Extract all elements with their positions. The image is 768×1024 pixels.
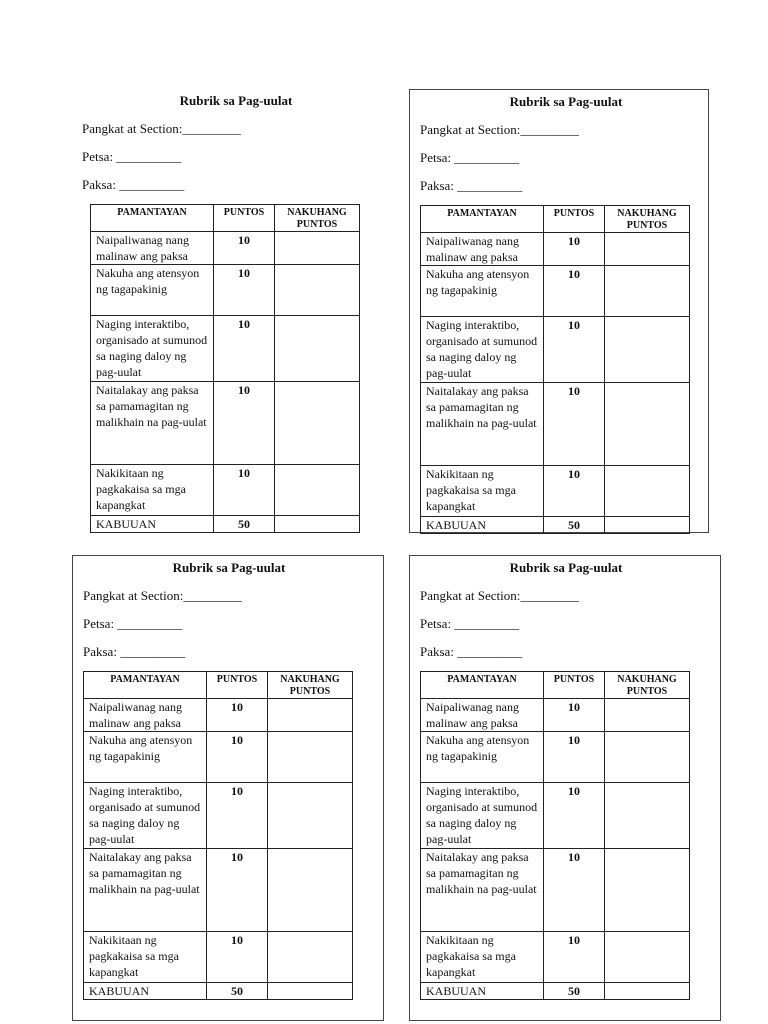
total-row [84,983,353,1000]
rubric-title: Rubrik sa Pag-uulat [509,560,623,575]
criteria-cell: Nakikitaan ng pagkakaisa sa mga kapangkat [421,932,544,983]
table-row [421,383,690,466]
table-row [421,233,690,266]
points-cell: 10 [207,783,268,849]
points-cell: 10 [544,466,605,517]
points-cell: 10 [207,849,268,932]
earned-points-cell[interactable] [605,699,690,732]
points-cell: 10 [214,232,275,265]
table-row [91,316,360,382]
table-row [91,382,360,465]
total-row [421,517,690,534]
table-row [84,699,353,732]
table-row [421,732,690,783]
earned-points-cell[interactable] [268,783,353,849]
total-earned-cell[interactable] [605,517,690,534]
criteria-header: PAMANTAYAN [421,206,544,233]
table-row [84,783,353,849]
criteria-cell: Naipaliwanag nang malinaw ang paksa [421,699,544,732]
points-cell: 10 [214,316,275,382]
criteria-cell: Nakikitaan ng pagkakaisa sa mga kapangkat [84,932,207,983]
group-section-field: Pangkat at Section:_________ [82,121,241,136]
earned-points-cell[interactable] [268,699,353,732]
table-row [91,265,360,316]
earned-points-cell[interactable] [605,732,690,783]
total-points: 50 [207,983,268,1000]
points-cell: 10 [544,699,605,732]
points-cell: 10 [214,265,275,316]
earned-points-cell[interactable] [275,232,360,265]
earned-points-cell[interactable] [605,783,690,849]
earned-points-cell[interactable] [605,233,690,266]
table-row [421,932,690,983]
rubric-title: Rubrik sa Pag-uulat [179,93,293,108]
date-field: Petsa: __________ [420,150,520,165]
total-points: 50 [544,517,605,534]
points-header: PUNTOS [544,672,605,699]
criteria-cell: Nakuha ang atensyon ng tagapakinig [421,266,544,317]
table-header-row [84,672,353,699]
table-header-row [421,672,690,699]
rubric-table [90,204,360,533]
points-cell: 10 [214,465,275,516]
earned-points-cell[interactable] [605,932,690,983]
total-earned-cell[interactable] [268,983,353,1000]
points-cell: 10 [544,932,605,983]
date-field: Petsa: __________ [83,616,183,631]
earned-points-cell[interactable] [275,316,360,382]
table-row [84,849,353,932]
topic-field: Paksa: __________ [420,644,523,659]
rubric-table [83,671,353,1000]
criteria-cell: Naging interaktibo, organisado at sumunod sa naging daloy ng pag-uulat [84,783,207,849]
criteria-cell: Nakikitaan ng pagkakaisa sa mga kapangkat [91,465,214,516]
table-row [421,317,690,383]
earned-points-cell[interactable] [605,466,690,517]
table-row [421,699,690,732]
criteria-cell: Naging interaktibo, organisado at sumunod sa naging daloy ng pag-uulat [421,783,544,849]
criteria-cell: Naitalakay ang paksa sa pamamagitan ng malikhain na pag-uulat [421,383,544,466]
criteria-cell: Nakuha ang atensyon ng tagapakinig [421,732,544,783]
rubric-card-3 [72,555,384,1021]
total-earned-cell[interactable] [275,516,360,533]
earned-points-cell[interactable] [268,849,353,932]
criteria-cell: Naipaliwanag nang malinaw ang paksa [91,232,214,265]
group-section-field: Pangkat at Section:_________ [83,588,242,603]
total-earned-cell[interactable] [605,983,690,1000]
date-field: Petsa: __________ [420,616,520,631]
criteria-cell: Naitalakay ang paksa sa pamamagitan ng malikhain na pag-uulat [91,382,214,465]
rubric-title: Rubrik sa Pag-uulat [509,94,623,109]
earned-points-header: NAKUHANG PUNTOS [605,206,690,233]
points-cell: 10 [207,699,268,732]
total-label: KABUUAN [421,983,544,1000]
points-header: PUNTOS [207,672,268,699]
date-field: Petsa: __________ [82,149,182,164]
points-cell: 10 [207,732,268,783]
criteria-cell: Naging interaktibo, organisado at sumunod sa naging daloy ng pag-uulat [91,316,214,382]
points-cell: 10 [214,382,275,465]
table-row [421,466,690,517]
rubric-title: Rubrik sa Pag-uulat [172,560,286,575]
earned-points-header: NAKUHANG PUNTOS [275,205,360,232]
earned-points-cell[interactable] [605,383,690,466]
rubric-table [420,671,690,1000]
criteria-cell: Nakikitaan ng pagkakaisa sa mga kapangkat [421,466,544,517]
rubric-card-1 [72,89,408,533]
earned-points-cell[interactable] [275,382,360,465]
points-header: PUNTOS [544,206,605,233]
rubric-card-4 [409,555,721,1021]
total-row [91,516,360,533]
earned-points-header: NAKUHANG PUNTOS [605,672,690,699]
earned-points-cell[interactable] [605,849,690,932]
table-row [84,732,353,783]
points-cell: 10 [544,317,605,383]
earned-points-cell[interactable] [605,317,690,383]
table-row [91,232,360,265]
table-header-row [421,206,690,233]
criteria-cell: Naitalakay ang paksa sa pamamagitan ng malikhain na pag-uulat [421,849,544,932]
table-row [91,465,360,516]
earned-points-header: NAKUHANG PUNTOS [268,672,353,699]
criteria-cell: Nakuha ang atensyon ng tagapakinig [84,732,207,783]
earned-points-cell[interactable] [268,732,353,783]
points-header: PUNTOS [214,205,275,232]
criteria-cell: Nakuha ang atensyon ng tagapakinig [91,265,214,316]
criteria-cell: Naging interaktibo, organisado at sumunod sa naging daloy ng pag-uulat [421,317,544,383]
points-cell: 10 [544,233,605,266]
total-label: KABUUAN [84,983,207,1000]
points-cell: 10 [544,266,605,317]
group-section-field: Pangkat at Section:_________ [420,588,579,603]
total-points: 50 [214,516,275,533]
total-row [421,983,690,1000]
earned-points-cell[interactable] [275,465,360,516]
criteria-header: PAMANTAYAN [84,672,207,699]
rubric-table [420,205,690,534]
criteria-cell: Naipaliwanag nang malinaw ang paksa [84,699,207,732]
points-cell: 10 [207,932,268,983]
points-cell: 10 [544,849,605,932]
topic-field: Paksa: __________ [83,644,186,659]
table-row [84,932,353,983]
criteria-header: PAMANTAYAN [91,205,214,232]
table-row [421,783,690,849]
topic-field: Paksa: __________ [420,178,523,193]
group-section-field: Pangkat at Section:_________ [420,122,579,137]
total-points: 50 [544,983,605,1000]
table-header-row [91,205,360,232]
points-cell: 10 [544,783,605,849]
rubric-card-2 [409,89,709,533]
points-cell: 10 [544,383,605,466]
earned-points-cell[interactable] [605,266,690,317]
criteria-cell: Naitalakay ang paksa sa pamamagitan ng malikhain na pag-uulat [84,849,207,932]
earned-points-cell[interactable] [268,932,353,983]
points-cell: 10 [544,732,605,783]
table-row [421,849,690,932]
criteria-cell: Naipaliwanag nang malinaw ang paksa [421,233,544,266]
topic-field: Paksa: __________ [82,177,185,192]
earned-points-cell[interactable] [275,265,360,316]
criteria-header: PAMANTAYAN [421,672,544,699]
total-label: KABUUAN [91,516,214,533]
table-row [421,266,690,317]
total-label: KABUUAN [421,517,544,534]
